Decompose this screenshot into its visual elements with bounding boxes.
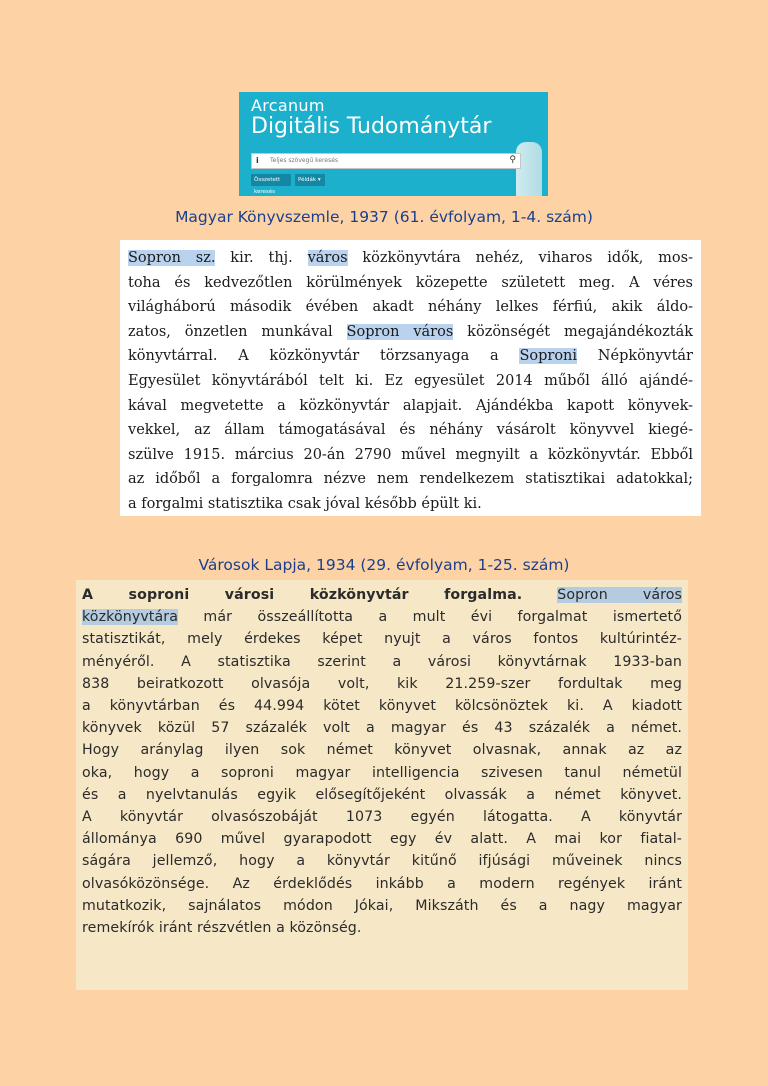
text-line	[82, 784, 682, 806]
text-line	[82, 806, 682, 828]
text-line	[128, 418, 693, 443]
info-icon[interactable]: i	[256, 156, 259, 165]
text-line	[82, 628, 682, 650]
text-segment: A könyvtár olvasószobáját 1073 egyén látogatta. A könyvtár	[82, 809, 682, 826]
search-highlight: Sopron város	[557, 587, 683, 603]
article-heading: A soproni városi közkönyvtár forgalma.	[82, 587, 523, 603]
text-segment: Egyesület könyvtárából telt ki. Ez egyesület 2014 műből álló ajándé-	[128, 372, 693, 389]
text-segment: ményéről. A statisztika szerint a városi könyvtárnak 1933-ban	[82, 653, 682, 670]
text-line	[82, 762, 682, 784]
text-segment: állománya 690 művel gyarapodott egy év alatt. A mai kor fiatal-	[82, 831, 682, 848]
text-line	[82, 584, 682, 606]
text-line	[128, 443, 693, 468]
text-segment: a forgalmi statisztika csak jóval később épült ki.	[128, 495, 482, 512]
source1-text	[128, 246, 693, 517]
source1-caption: Magyar Könyvszemle, 1937 (61. évfolyam, 1-4. szám)	[175, 208, 593, 226]
text-segment: vekkel, az állam támogatásával és néhány vásárolt könyvvel kiegé-	[128, 422, 693, 439]
text-segment: szülve 1915. március 20-án 2790 művel megnyilt a közkönyvtár. Ebből	[128, 446, 693, 463]
text-segment: mutatkozik, sajnálatos módon Jókai, Mikszáth és a nagy magyar	[82, 897, 682, 914]
source2-text	[82, 584, 682, 939]
search-highlight: Soproni	[519, 348, 578, 365]
text-segment: a könyvtárban és 44.994 kötet könyvet kölcsönöztek ki. A kiadott	[82, 698, 682, 715]
search-highlight: Sopron város	[346, 323, 454, 340]
examples-button[interactable]: Példák ▾	[295, 174, 325, 186]
text-line	[82, 917, 682, 939]
text-line	[128, 369, 693, 394]
text-segment: már összeállította a mult évi forgalmat ismertető	[178, 609, 682, 626]
text-line	[82, 651, 682, 673]
text-segment: kával megvetette a közkönyvtár alapjait. Ajándékba kapott könyvek-	[128, 397, 693, 414]
text-line	[82, 739, 682, 761]
text-line	[82, 606, 682, 628]
arcanum-logo: Arcanum	[251, 96, 325, 115]
text-segment: zatos, önzetlen munkával	[128, 323, 347, 340]
text-line	[128, 295, 693, 320]
source2-caption: Városok Lapja, 1934 (29. évfolyam, 1-25. szám)	[198, 556, 570, 574]
text-line	[82, 828, 682, 850]
source1-scan	[120, 240, 701, 516]
text-segment: közönségét megajándékozták	[453, 323, 693, 340]
text-segment: és a nyelvtanulás egyik elősegítőjeként olvassák a német könyvet.	[82, 786, 682, 803]
text-segment: Hogy aránylag ilyen sok német könyvet olvasnak, annak az az	[82, 742, 682, 759]
text-line	[128, 344, 693, 369]
text-line	[82, 850, 682, 872]
text-line	[128, 320, 693, 345]
text-segment: kir. thj.	[215, 250, 308, 266]
text-line	[128, 246, 693, 271]
text-segment: oka, hogy a soproni magyar intelligencia szivesen tanul németül	[82, 764, 682, 781]
text-segment: könyvtárral. A közkönyvtár törzsanyaga a	[128, 348, 520, 365]
text-line	[82, 673, 682, 695]
source2-scan	[76, 580, 688, 990]
search-highlight: Sopron sz.	[128, 250, 216, 266]
text-segment: közkönyvtára nehéz, viharos idők, mos-	[347, 250, 693, 266]
text-segment: Népkönyvtár	[577, 348, 693, 365]
text-segment: 838 beiratkozott olvasója volt, kik 21.259-szer fordultak meg	[82, 675, 682, 692]
text-line	[128, 271, 693, 296]
text-line	[82, 895, 682, 917]
text-line	[128, 467, 693, 492]
text-segment: az időből a forgalomra nézve nem rendelkezem statisztikai adatokkal;	[128, 471, 693, 488]
text-segment	[522, 587, 557, 603]
text-segment: statisztikát, mely érdekes képet nyujt a város fontos kultúrintéz-	[82, 631, 682, 648]
text-segment: könyvek közül 57 százalék volt a magyar és 43 százalék a német.	[82, 720, 682, 737]
text-line	[82, 695, 682, 717]
magnifier-icon[interactable]: ⚲	[509, 155, 516, 165]
banner-title: Digitális Tudománytár	[251, 114, 492, 139]
text-line	[128, 394, 693, 419]
text-line	[128, 492, 693, 517]
search-highlight: közkönyvtára	[82, 609, 178, 626]
text-segment: olvasóközönsége. Az érdeklődés inkább a modern regények iránt	[82, 875, 682, 892]
arcanum-banner	[239, 92, 548, 196]
text-line	[82, 873, 682, 895]
text-segment: ságára jellemző, hogy a könyvtár kitűnő ifjúsági műveinek nincs	[82, 853, 682, 870]
search-input[interactable]	[251, 153, 521, 169]
decorative-bottle-image	[516, 142, 542, 196]
text-segment: világháború második évében akadt néhány lelkes férfiú, akik áldo-	[128, 299, 693, 316]
text-segment: toha és kedvezőtlen körülmények közepette született meg. A véres	[128, 274, 693, 291]
advanced-search-button[interactable]: Összetett keresés	[251, 174, 291, 186]
text-line	[82, 717, 682, 739]
search-highlight: város	[307, 250, 348, 266]
text-segment: remekírók iránt részvétlen a közönség.	[82, 920, 362, 937]
search-placeholder: Teljes szövegű keresés	[270, 157, 339, 164]
